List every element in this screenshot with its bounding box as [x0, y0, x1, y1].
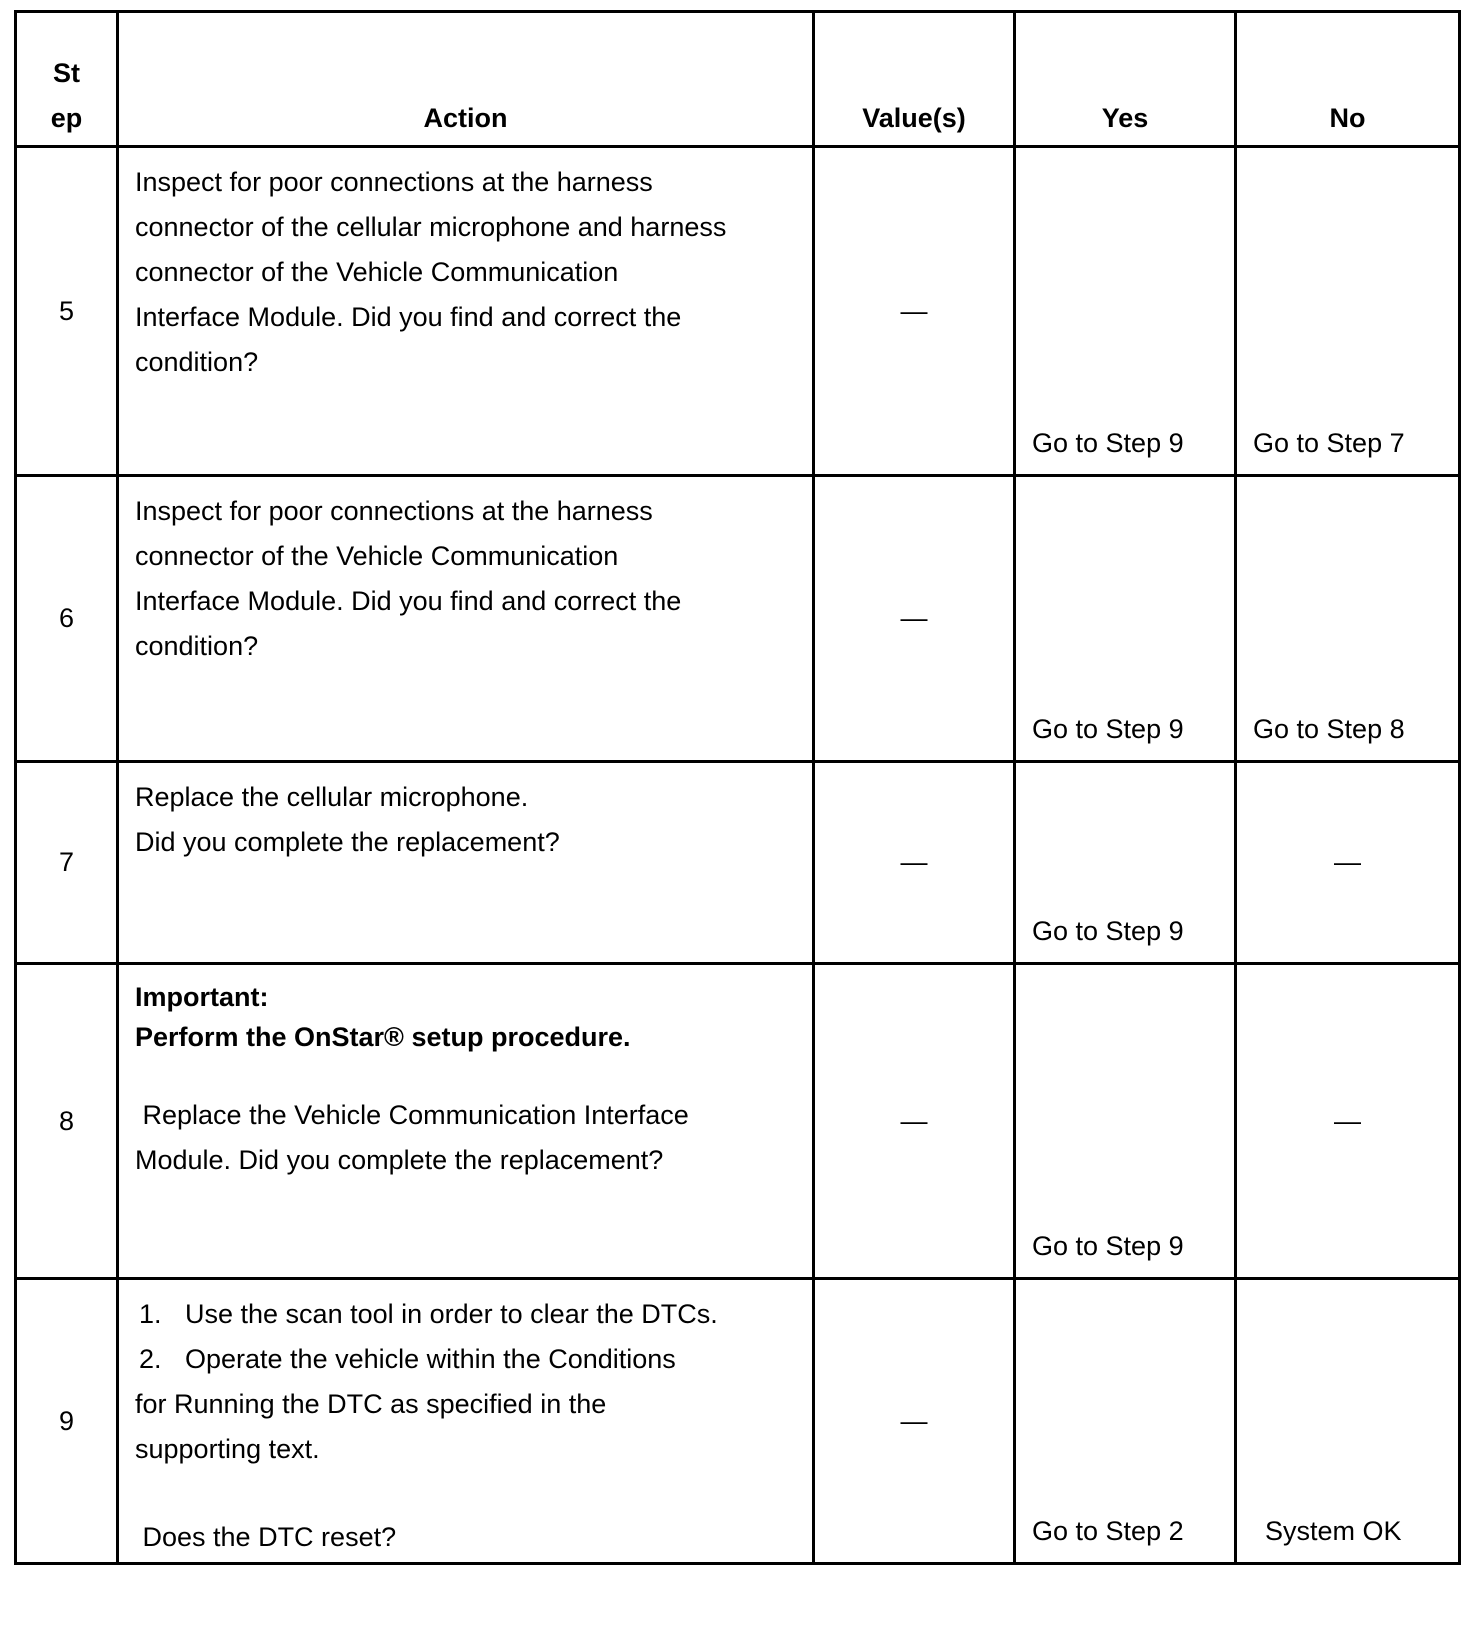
step-number: 7	[16, 762, 118, 964]
header-yes	[1015, 12, 1236, 147]
action-line: Module. Did you complete the replacement?	[135, 1145, 664, 1175]
action-line: Did you complete the replacement?	[135, 827, 560, 857]
important-text: Perform the OnStar® setup procedure.	[135, 1022, 631, 1052]
yes-cell: Go to Step 9	[1015, 964, 1236, 1279]
action-line: Inspect for poor connections at the harness	[135, 496, 653, 526]
action-line: connector of the Vehicle Communication	[135, 257, 619, 287]
no-cell: Go to Step 7	[1236, 147, 1460, 476]
value-cell: —	[814, 1279, 1015, 1564]
action-line: connector of the cellular microphone and harness	[135, 212, 727, 242]
step-number: 5	[16, 147, 118, 476]
list-item	[135, 1292, 798, 1337]
table-row	[16, 964, 1460, 1279]
header-action-label: Action	[423, 103, 508, 133]
header-values	[814, 12, 1015, 147]
action-line: Inspect for poor connections at the harness	[135, 167, 653, 197]
action-line: Replace the cellular microphone.	[135, 782, 529, 812]
yes-cell: Go to Step 9	[1015, 476, 1236, 762]
diagnostic-table	[14, 10, 1461, 1565]
yes-cell: Go to Step 9	[1015, 147, 1236, 476]
header-row	[16, 12, 1460, 147]
yes-cell: Go to Step 2	[1015, 1279, 1236, 1564]
question-line: Does the DTC reset?	[135, 1522, 397, 1552]
action-line: condition?	[135, 631, 259, 661]
list-text: Operate the vehicle within the Conditions	[185, 1344, 676, 1374]
spacer	[135, 1472, 798, 1515]
action-line: supporting text.	[135, 1434, 320, 1464]
action-cell	[118, 147, 814, 476]
header-no	[1236, 12, 1460, 147]
step-number: 8	[16, 964, 118, 1279]
table-row	[16, 147, 1460, 476]
value-cell: —	[814, 762, 1015, 964]
header-step	[16, 12, 118, 147]
header-step-line2: ep	[50, 103, 83, 133]
header-yes-label: Yes	[1101, 103, 1149, 133]
value-cell: —	[814, 147, 1015, 476]
action-line: connector of the Vehicle Communication	[135, 541, 619, 571]
value-cell: —	[814, 476, 1015, 762]
action-cell	[118, 476, 814, 762]
no-cell: —	[1236, 964, 1460, 1279]
list-text: Use the scan tool in order to clear the DTCs.	[185, 1299, 718, 1329]
action-line: Replace the Vehicle Communication Interface	[135, 1100, 689, 1130]
step-number: 9	[16, 1279, 118, 1564]
list-item	[135, 1337, 798, 1382]
value-cell: —	[814, 964, 1015, 1279]
no-cell: Go to Step 8	[1236, 476, 1460, 762]
action-line: Interface Module. Did you find and correct the	[135, 586, 682, 616]
action-line: condition?	[135, 347, 259, 377]
action-line: Interface Module. Did you find and correct the	[135, 302, 682, 332]
step-number: 6	[16, 476, 118, 762]
header-values-label: Value(s)	[862, 103, 966, 133]
no-cell: System OK	[1236, 1279, 1460, 1564]
list-number: 2.	[139, 1344, 162, 1374]
list-number: 1.	[139, 1299, 162, 1329]
header-no-label: No	[1329, 103, 1366, 133]
table-row	[16, 476, 1460, 762]
spacer	[135, 1057, 798, 1093]
action-line: for Running the DTC as specified in the	[135, 1389, 607, 1419]
action-cell	[118, 1279, 814, 1564]
header-step-line1: St	[53, 58, 80, 88]
action-cell	[118, 762, 814, 964]
yes-cell: Go to Step 9	[1015, 762, 1236, 964]
header-action	[118, 12, 814, 147]
table-row	[16, 1279, 1460, 1564]
table-row	[16, 762, 1460, 964]
action-cell	[118, 964, 814, 1279]
important-label: Important:	[135, 982, 269, 1012]
no-cell: —	[1236, 762, 1460, 964]
